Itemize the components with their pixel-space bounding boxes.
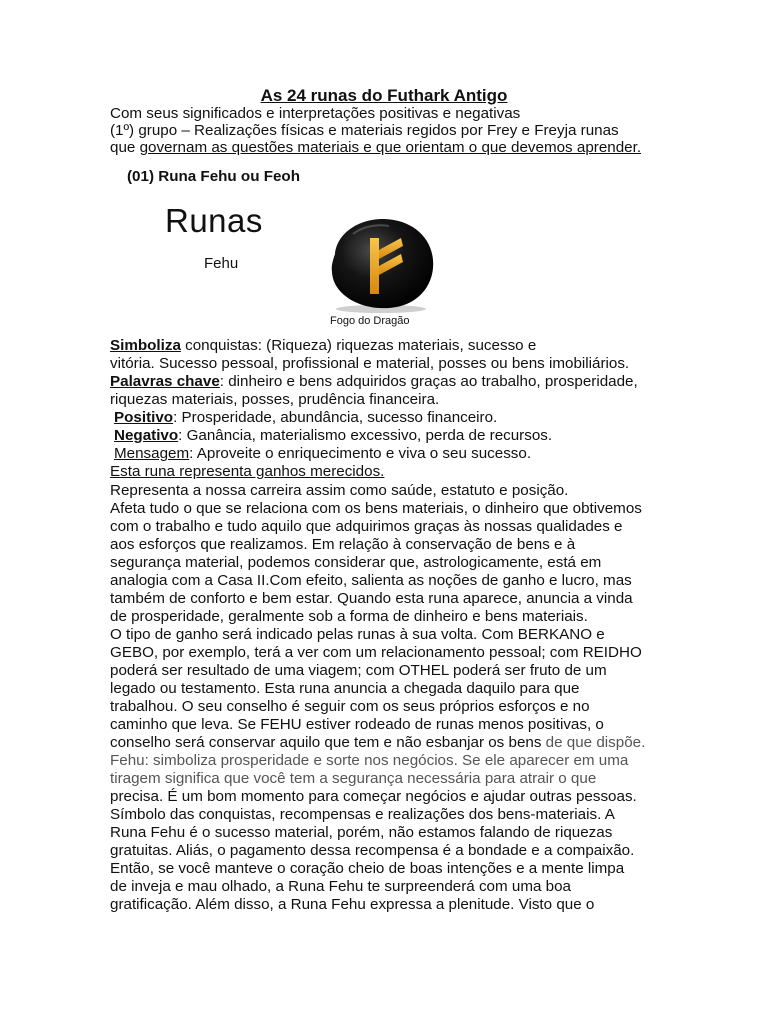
body-line-9: O tipo de ganho será indicado pelas runas à sua volta. Com BERKANO e [110,626,605,643]
simboliza-label: Simboliza [110,337,181,354]
intro-line-3-lead: que [110,139,140,156]
figure-title: Runas [165,202,263,239]
body-line-8: de prosperidade, geralmente sob a forma de dinheiro e bens materiais. [110,608,588,625]
gray-line-1: Fehu: simboliza prosperidade e sorte nos negócios. Se ele aparecer em uma [110,752,629,769]
final-line-1: precisa. É um bom momento para começar negócios e ajudar outras pessoas. [110,788,637,805]
conselho-tail: de que dispõe. [541,734,646,751]
section-heading: (01) Runa Fehu ou Feoh [127,168,300,185]
positivo-label: Positivo [114,409,174,426]
body-line-4: aos esforços que realizamos. Em relação à conservação de bens e à [110,536,576,553]
positivo-text: : Prosperidade, abundância, sucesso financeiro. [173,409,498,426]
body-line-13: trabalhou. O seu conselho é seguir com os seus próprios esforços e no [110,698,590,715]
body-line-14: caminho que leva. Se FEHU estiver rodeado de runas menos positivas, o [110,716,604,733]
gray-line-2: tiragem significa que você tem a segurança necessária para atrair o que [110,770,597,787]
esta-runa-line: Esta runa representa ganhos merecidos. [110,463,385,480]
body-line-10: GEBO, por exemplo, terá a ver com um relacionamento pessoal; com REIDHO [110,644,642,661]
body-line-11: poderá ser resultado de uma viagem; com OTHEL poderá ser fruto de um [110,662,607,679]
rune-stone-icon [323,214,438,314]
conselho-main: conselho será conservar aquilo que tem e não esbanjar os bens [110,734,542,751]
palavras-line [110,373,638,391]
body-line-6: analogia com a Casa II.Com efeito, salienta as noções de ganho e lucro, mas [110,572,632,589]
final-line-5: Então, se você manteve o coração cheio de boas intenções e a mente limpa [110,860,625,877]
palavras-label: Palavras chave [110,373,220,390]
simboliza-cont: vitória. Sucesso pessoal, profissional e material, posses ou bens imobiliários. [110,355,630,372]
positivo-line [114,409,497,427]
body-line-1: Representa a nossa carreira assim como saúde, estatuto e posição. [110,482,569,499]
intro-line-3 [110,139,641,157]
negativo-text: : Ganância, materialismo excessivo, perda de recursos. [178,427,553,444]
mensagem-label: Mensagem [114,445,190,462]
body-line-2: Afeta tudo o que se relaciona com os bens materiais, o dinheiro que obtivemos [110,500,642,517]
page-title: As 24 runas do Futhark Antigo [260,86,508,105]
negativo-label: Negativo [114,427,179,444]
negativo-line [114,427,552,445]
final-line-4: gratuitas. Aliás, o pagamento dessa recompensa é a bondade e a compaixão. [110,842,635,859]
figure-subtitle: Fehu [204,255,239,272]
palavras-cont: riquezas materiais, posses, prudência financeira. [110,391,440,408]
intro-line-3-underlined: governam as questões materiais e que orientam o que devemos aprender. [139,139,642,156]
intro-line-2: (1º) grupo – Realizações físicas e materiais regidos por Frey e Freyja runas [110,122,619,139]
intro-line-1: Com seus significados e interpretações positivas e negativas [110,105,521,122]
body-line-5: segurança material, podemos considerar que, astrologicamente, está em [110,554,602,571]
final-line-7: gratificação. Além disso, a Runa Fehu expressa a plenitude. Visto que o [110,896,595,913]
simboliza-line [110,337,536,355]
conselho-line [110,734,645,752]
rune-figure [160,198,450,333]
final-line-3: Runa Fehu é o sucesso material, porém, não estamos falando de riquezas [110,824,613,841]
final-line-6: de inveja e mau olhado, a Runa Fehu te surpreenderá com uma boa [110,878,571,895]
palavras-text: : dinheiro e bens adquiridos graças ao trabalho, prosperidade, [219,373,638,390]
body-line-7: também de conforto e bem estar. Quando esta runa aparece, anuncia a vinda [110,590,633,607]
figure-caption: Fogo do Dragão [330,315,410,327]
body-line-3: com o trabalho e tudo aquilo que adquirimos graças às nossas qualidades e [110,518,623,535]
intro-line-3-text [110,139,641,156]
final-line-2: Símbolo das conquistas, recompensas e realizações dos bens-materiais. A [110,806,615,823]
simboliza-text: conquistas: (Riqueza) riquezas materiais, sucesso e [180,337,537,354]
mensagem-text: : Aproveite o enriquecimento e viva o seu sucesso. [189,445,532,462]
mensagem-line [114,445,531,463]
body-line-12: legado ou testamento. Esta runa anuncia a chegada daquilo para que [110,680,580,697]
